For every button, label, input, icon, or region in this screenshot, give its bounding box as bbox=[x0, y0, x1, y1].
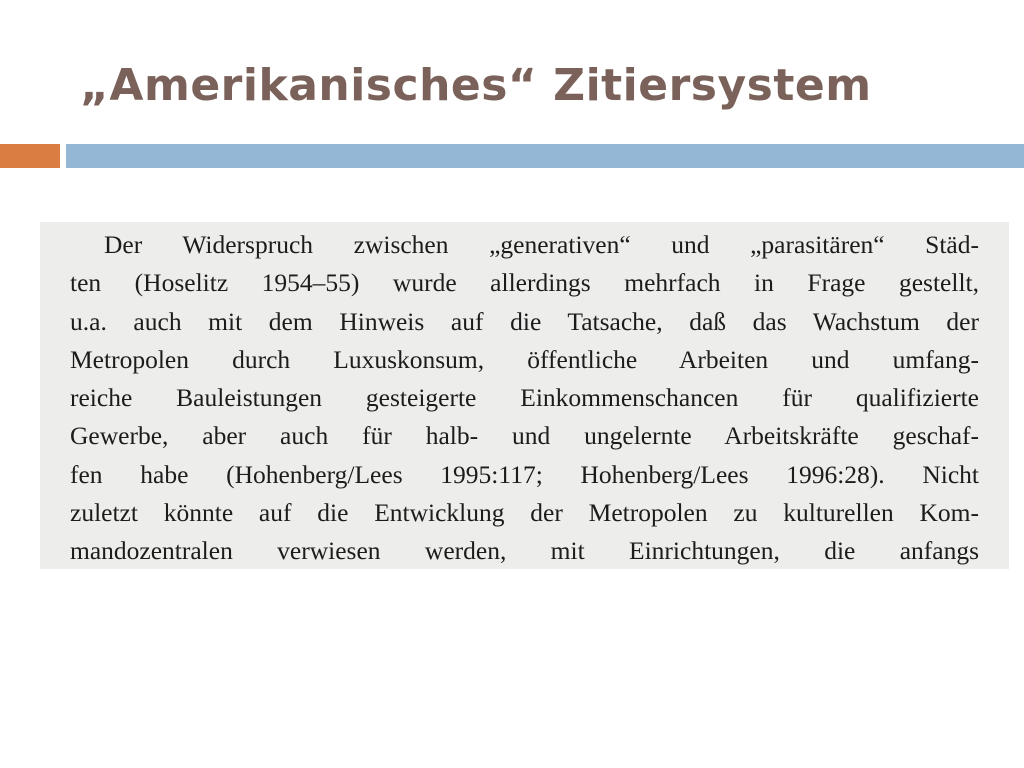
excerpt-paragraph bbox=[70, 226, 979, 569]
excerpt-line: Metropolen durch Luxuskonsum, öffentliche Arbeiten und umfang- bbox=[70, 344, 979, 374]
excerpt-line: Der Widerspruch zwischen „generativen“ und „parasitären“ Städ- bbox=[104, 230, 979, 259]
excerpt-line: fen habe (Hohenberg/Lees 1995:117; Hohenberg/Lees 1996:28). Nicht bbox=[70, 459, 979, 489]
excerpt-line: reiche Bauleistungen gesteigerte Einkommenschancen für qualifizierte bbox=[70, 383, 979, 413]
excerpt-line: ten (Hoselitz 1954–55) wurde allerdings mehrfach in Frage gestellt, bbox=[70, 268, 979, 298]
scanned-text-excerpt bbox=[40, 222, 1009, 569]
excerpt-line: zuletzt könnte auf die Entwicklung der Metropolen zu kulturellen Kom- bbox=[70, 498, 979, 528]
excerpt-line: mandozentralen verwiesen werden, mit Einrichtungen, die anfangs bbox=[70, 536, 979, 566]
accent-bar-blue bbox=[66, 144, 1024, 168]
excerpt-line: u.a. auch mit dem Hinweis auf die Tatsache, daß das Wachstum der bbox=[70, 306, 979, 336]
excerpt-line: Gewerbe, aber auch für halb- und ungelernte Arbeitskräfte geschaf- bbox=[70, 421, 979, 451]
accent-bar-orange bbox=[0, 144, 60, 168]
slide-title: „Amerikanisches“ Zitiersystem bbox=[80, 60, 872, 111]
